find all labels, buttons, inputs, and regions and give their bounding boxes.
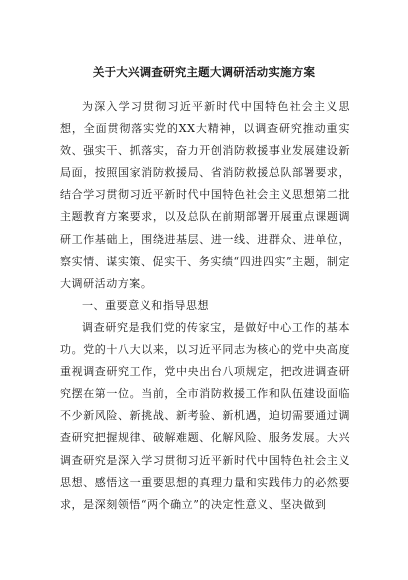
intro-paragraph: 为深入学习贯彻习近平新时代中国特色社会主义思想，全面贯彻落实党的XX大精神，以调查研究推动重实效、强实干、抓落实，奋力开创消防救援事业发展建设新局面，按照国家消防救援局、省消防救援总队部署要求，结合学习贯彻习近平新时代中国特色社会主义思想第二批主题教育方案要求，以及总队在前期部署开展重点课题调研工作基础上，围绕进基层、进一线、进群众、进单位，察实情、谋实策、促实干、务实绩“四进四实”主题，制定大调研活动方案。 (60, 100, 350, 290)
document-title: 关于大兴调查研究主题大调研活动实施方案 (92, 65, 316, 79)
document-body (60, 96, 350, 516)
section-paragraph: 调查研究是我们党的传家宝，是做好中心工作的基本功。党的十八大以来，以习近平同志为核心的党中央高度重视调查研究工作，党中央出台八项规定，把改进调查研究摆在第一位。当前，全市消防救援工作和队伍建设面临不少新风险、新挑战、新考验、新机遇，迫切需要通过调查研究把握规律、破解难题、化解风险、服务发展。大兴调查研究是深入学习贯彻习近平新时代中国特色社会主义思想、感悟这一重要思想的真理力量和实践伟力的必然要求，是深刻领悟“两个确立”的决定性意义、坚决做到 (60, 320, 350, 511)
section-heading: 一、重要意义和指导思想 (82, 298, 210, 312)
